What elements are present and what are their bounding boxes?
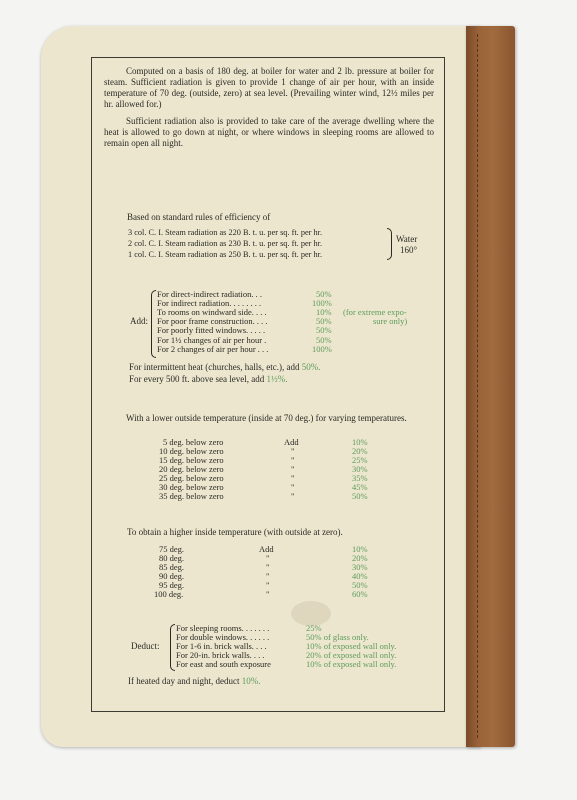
higher-row-value: 50% — [352, 580, 368, 590]
add-note-line-2: sure only) — [373, 316, 408, 326]
add-note-line-1: (for extreme expo- — [343, 307, 407, 317]
deduct-item: For 20-in. brick walls. . . . — [176, 650, 265, 660]
lower-row-label: 10 deg. below zero — [159, 446, 224, 456]
intermittent-value: 50%. — [301, 362, 321, 372]
higher-row-label: 95 deg. — [159, 580, 185, 590]
lower-row-value: 35% — [352, 473, 368, 483]
add-item: For 1½ changes of air per hour . — [157, 335, 267, 345]
ditto-mark: " — [291, 473, 295, 483]
add-brace — [151, 290, 156, 358]
spine-stitching — [477, 34, 478, 738]
lower-row-label: 20 deg. below zero — [159, 464, 224, 474]
higher-heading: To obtain a higher inside temperature (with outside at zero). — [127, 527, 343, 537]
ditto-mark: " — [291, 464, 295, 474]
ditto-mark: " — [266, 553, 270, 563]
ditto-mark: " — [291, 446, 295, 456]
deduct-value: 10% of exposed wall only. — [306, 659, 397, 669]
add-item: To rooms on windward side. . . . — [157, 307, 267, 317]
deduct-value: 50% of glass only. — [306, 632, 369, 642]
water-label: Water — [396, 234, 418, 244]
standards-row: 2 col. C. I. Steam radiation as 230 B. t. u. per sq. ft. per hr. — [128, 239, 323, 248]
ditto-mark: " — [266, 562, 270, 572]
deduct-footer — [128, 676, 260, 686]
deduct-footer-value: 10%. — [241, 676, 261, 686]
add-value: 50% — [316, 325, 332, 335]
ditto-mark: " — [266, 580, 270, 590]
higher-row-label: 75 deg. — [159, 544, 185, 554]
lower-row-label: 30 deg. below zero — [159, 482, 224, 492]
higher-row-value: 10% — [352, 544, 368, 554]
standards-brace — [387, 228, 392, 260]
lower-row-label: 15 deg. below zero — [159, 455, 224, 465]
higher-row-value: 60% — [352, 589, 368, 599]
ditto-mark: " — [291, 455, 295, 465]
add-value: 50% — [316, 335, 332, 345]
page-content — [104, 66, 434, 155]
lower-row-value: 20% — [352, 446, 368, 456]
elevation-value: 1½%. — [266, 374, 288, 384]
higher-row-value: 20% — [352, 553, 368, 563]
add-item: For poor frame construction. . . . — [157, 316, 268, 326]
standards-heading: Based on standard rules of efficiency of — [127, 212, 271, 222]
ditto-mark: " — [291, 482, 295, 492]
add-item: For 2 changes of air per hour . . . — [157, 344, 269, 354]
ditto-mark: " — [291, 491, 295, 501]
elevation-text: For every 500 ft. above sea level, add — [129, 374, 265, 384]
deduct-label: Deduct: — [131, 641, 160, 651]
elevation-line — [129, 374, 287, 384]
page-border — [91, 57, 445, 712]
add-value: 10% — [316, 307, 332, 317]
lower-row-label: 35 deg. below zero — [159, 491, 224, 501]
deduct-footer-text: If heated day and night, deduct — [128, 676, 240, 686]
booklet-spine — [466, 26, 515, 747]
add-value: 100% — [312, 298, 332, 308]
lower-row-value: 50% — [352, 491, 368, 501]
lower-add-label: Add — [284, 437, 299, 447]
add-value: 50% — [316, 316, 332, 326]
deduct-item: For sleeping rooms. . . . . . . — [176, 623, 270, 633]
deduct-item: For 1-6 in. brick walls. . . . — [176, 641, 267, 651]
intro-paragraph-2: Sufficient radiation also is provided to take care of the average dwelling where the heat is allowed to go down at night, or where windows in sleeping rooms are allowed to remain open all night. — [104, 116, 434, 148]
higher-row-value: 40% — [352, 571, 368, 581]
intermittent-text: For intermittent heat (churches, halls, etc.), add — [129, 362, 300, 372]
lower-row-label: 25 deg. below zero — [159, 473, 224, 483]
add-item: For indirect radiation. . . . . . . . — [157, 298, 262, 308]
higher-add-label: Add — [259, 544, 274, 554]
intro-paragraph-1: Computed on a basis of 180 deg. at boiler for water and 2 lb. pressure at boiler for steam. Sufficient radiation is given to provide 1 change of air per hour, with an inside temperature of 70 deg. (outside, zero) at sea level. (Prevailing winter wind, 12½ miles per hr. allowed for.) — [104, 66, 434, 109]
deduct-value: 25% — [306, 623, 322, 633]
higher-row-label: 100 deg. — [154, 589, 184, 599]
ditto-mark: " — [266, 571, 270, 581]
lower-row-value: 45% — [352, 482, 368, 492]
standards-row: 1 col. C. I. Steam radiation as 250 B. t. u. per sq. ft. per hr. — [128, 250, 323, 259]
lower-row-value: 25% — [352, 455, 368, 465]
add-value: 100% — [312, 344, 332, 354]
deduct-value: 10% of exposed wall only. — [306, 641, 397, 651]
add-item: For direct-indirect radiation. . . — [157, 289, 263, 299]
deduct-item: For east and south exposure — [176, 659, 271, 669]
ditto-mark: " — [266, 589, 270, 599]
intermittent-line — [129, 362, 320, 372]
lower-row-label: 5 deg. below zero — [163, 437, 224, 447]
lower-row-value: 30% — [352, 464, 368, 474]
higher-row-label: 85 deg. — [159, 562, 185, 572]
deduct-brace — [170, 624, 175, 671]
lower-heading: With a lower outside temperature (inside at 70 deg.) for varying temperatures. — [126, 413, 407, 423]
standards-row: 3 col. C. I. Steam radiation as 220 B. t. u. per sq. ft. per hr. — [128, 228, 323, 237]
higher-row-label: 80 deg. — [159, 553, 185, 563]
add-label: Add: — [130, 316, 148, 326]
higher-row-value: 30% — [352, 562, 368, 572]
deduct-item: For double windows. . . . . . — [176, 632, 270, 642]
water-temp: 160° — [400, 245, 418, 255]
lower-row-value: 10% — [352, 437, 368, 447]
add-item: For poorly fitted windows. . . . . — [157, 325, 266, 335]
higher-row-label: 90 deg. — [159, 571, 185, 581]
deduct-value: 20% of exposed wall only. — [306, 650, 397, 660]
add-value: 50% — [316, 289, 332, 299]
